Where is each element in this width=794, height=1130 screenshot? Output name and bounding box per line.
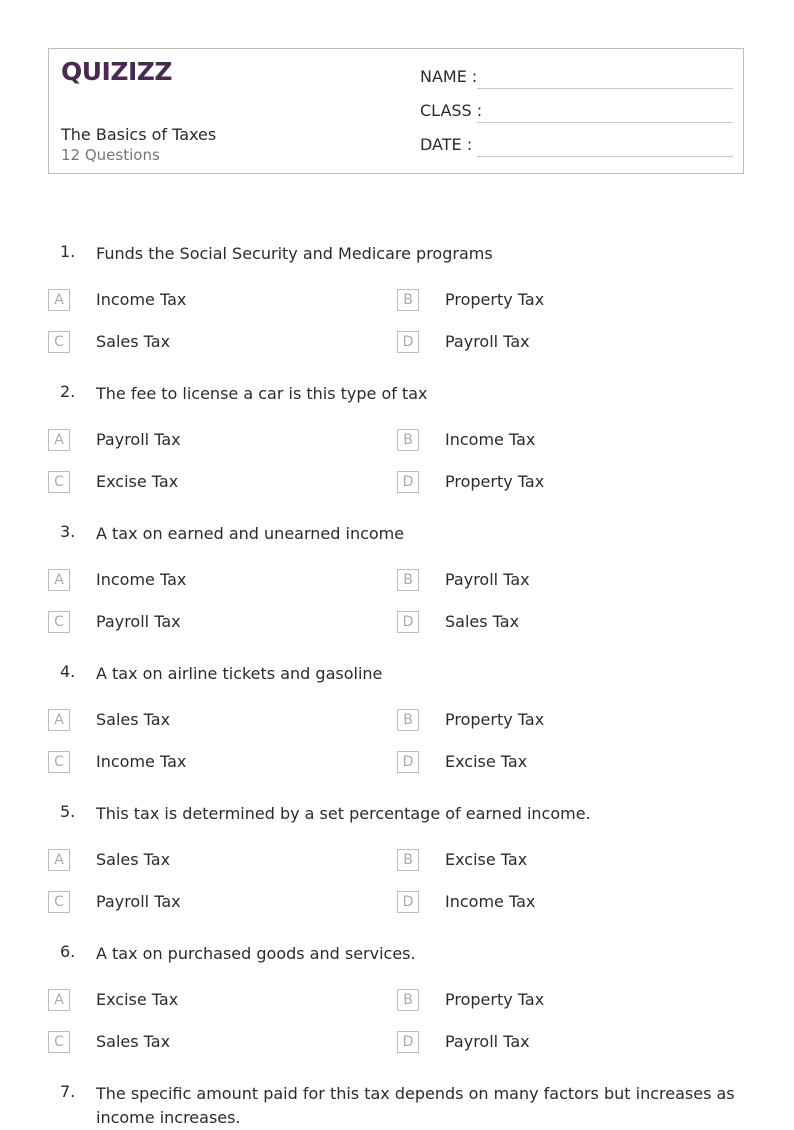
question-text: The specific amount paid for this tax depends on many factors but increases as income increases.: [96, 1084, 735, 1127]
name-field[interactable]: [420, 67, 733, 91]
option-text: Income Tax: [96, 570, 187, 589]
option-letter-box: B: [397, 289, 419, 311]
option-letter-box: A: [48, 289, 70, 311]
option-letter-box: D: [397, 1031, 419, 1053]
option-letter-box: A: [48, 569, 70, 591]
option-letter-box: B: [397, 429, 419, 451]
option-text: Property Tax: [445, 990, 545, 1009]
question-text: Funds the Social Security and Medicare programs: [96, 244, 493, 263]
name-label: NAME :: [420, 67, 478, 86]
question-count: 12 Questions: [61, 146, 160, 164]
option-text: Income Tax: [445, 892, 536, 911]
option-letter-box: A: [48, 709, 70, 731]
option-letter-box: C: [48, 471, 70, 493]
option-text: Sales Tax: [96, 710, 171, 729]
option-letter-box: D: [397, 331, 419, 353]
worksheet-header: [48, 48, 744, 174]
option-text: Sales Tax: [445, 612, 520, 631]
option-text: Property Tax: [445, 290, 545, 309]
option-letter-box: C: [48, 611, 70, 633]
option-text: Income Tax: [96, 752, 187, 771]
question-text: A tax on airline tickets and gasoline: [96, 664, 383, 683]
option-letter-box: D: [397, 611, 419, 633]
option-text: Excise Tax: [445, 850, 528, 869]
option-letter-box: C: [48, 1031, 70, 1053]
question-text: This tax is determined by a set percentage of earned income.: [96, 804, 591, 823]
name-line[interactable]: [477, 88, 733, 89]
date-label: DATE :: [420, 135, 473, 154]
option-letter-box: B: [397, 569, 419, 591]
option-letter-box: D: [397, 471, 419, 493]
option-text: Property Tax: [445, 472, 545, 491]
option-letter-box: A: [48, 429, 70, 451]
option-text: Sales Tax: [96, 332, 171, 351]
question-text: The fee to license a car is this type of tax: [96, 384, 428, 403]
question-number: 5.: [60, 802, 76, 821]
option-text: Excise Tax: [445, 752, 528, 771]
question-number: 1.: [60, 242, 76, 261]
question-number: 2.: [60, 382, 76, 401]
option-text: Payroll Tax: [96, 612, 181, 631]
option-text: Income Tax: [445, 430, 536, 449]
class-field[interactable]: [420, 101, 733, 125]
option-text: Payroll Tax: [445, 1032, 530, 1051]
option-letter-box: B: [397, 849, 419, 871]
date-line[interactable]: [477, 156, 733, 157]
option-text: Payroll Tax: [445, 332, 530, 351]
option-letter-box: B: [397, 989, 419, 1011]
option-text: Sales Tax: [96, 850, 171, 869]
option-letter-box: C: [48, 331, 70, 353]
question-number: 7.: [60, 1082, 76, 1101]
option-letter-box: A: [48, 989, 70, 1011]
worksheet-title: The Basics of Taxes: [61, 125, 217, 144]
date-field[interactable]: [420, 135, 733, 159]
quizizz-logo: QUIZIZZ: [61, 57, 173, 86]
question-number: 4.: [60, 662, 76, 681]
option-text: Payroll Tax: [96, 430, 181, 449]
option-text: Income Tax: [96, 290, 187, 309]
option-letter-box: A: [48, 849, 70, 871]
option-text: Excise Tax: [96, 990, 179, 1009]
question-text: A tax on earned and unearned income: [96, 524, 405, 543]
option-text: Payroll Tax: [445, 570, 530, 589]
option-letter-box: D: [397, 891, 419, 913]
option-text: Payroll Tax: [96, 892, 181, 911]
question-number: 3.: [60, 522, 76, 541]
option-letter-box: D: [397, 751, 419, 773]
question-number: 6.: [60, 942, 76, 961]
class-label: CLASS :: [420, 101, 483, 120]
option-letter-box: C: [48, 751, 70, 773]
option-letter-box: B: [397, 709, 419, 731]
question-text: A tax on purchased goods and services.: [96, 944, 416, 963]
class-line[interactable]: [477, 122, 733, 123]
option-text: Property Tax: [445, 710, 545, 729]
option-letter-box: C: [48, 891, 70, 913]
option-text: Excise Tax: [96, 472, 179, 491]
option-text: Sales Tax: [96, 1032, 171, 1051]
